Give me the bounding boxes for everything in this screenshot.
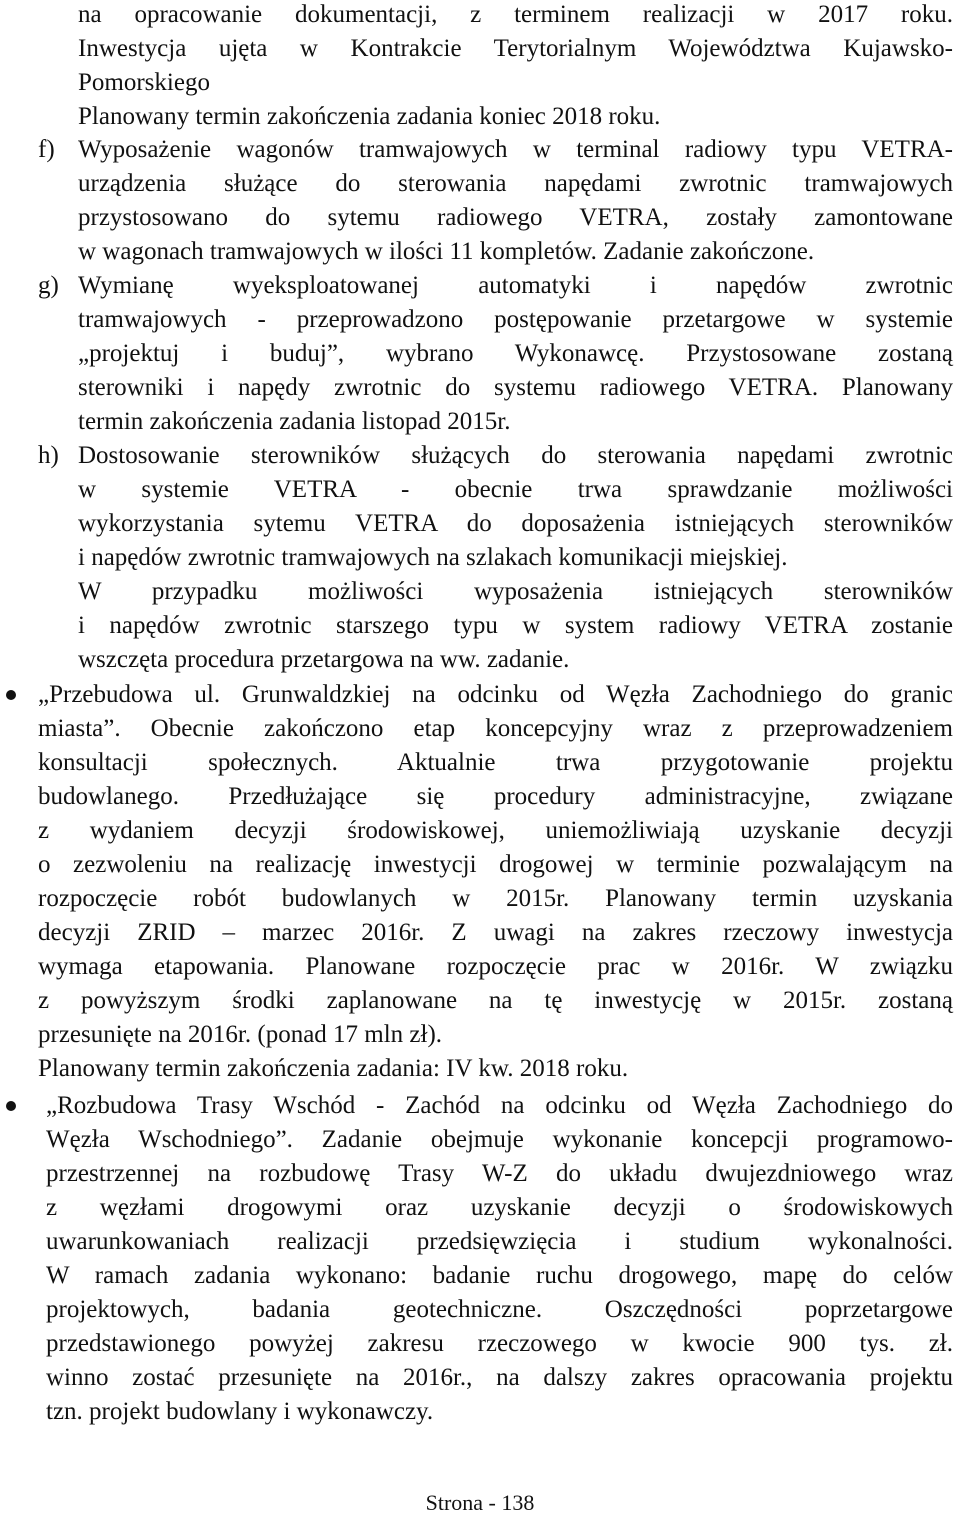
text-line: wykorzystania sytemu VETRA do doposażenia istniejących sterowników bbox=[78, 510, 953, 537]
text-line: Wyposażenie wagonów tramwajowych w terminal radiowy typu VETRA- bbox=[78, 136, 953, 163]
text-line: z wydaniem decyzji środowiskowej, uniemożliwiają uzyskanie decyzji bbox=[38, 817, 953, 844]
text-line: budowlanego. Przedłużające się procedury administracyjne, związane bbox=[38, 783, 953, 810]
text-line: „Rozbudowa Trasy Wschód - Zachód na odcinku od Węzła Zachodniego do bbox=[46, 1092, 953, 1119]
text-line: Węzła Wschodniego”. Zadanie obejmuje wykonanie koncepcji programowo- bbox=[46, 1126, 953, 1153]
text-line: przestrzennej na rozbudowę Trasy W-Z do układu dwujezdniowego wraz bbox=[46, 1160, 953, 1187]
list-marker: h) bbox=[38, 442, 59, 469]
text-line: winno zostać przesunięte na 2016r., na dalszy zakres opracowania projektu bbox=[46, 1364, 953, 1391]
text-line: „projektuj i buduj”, wybrano Wykonawcę. Przystosowane zostaną bbox=[78, 340, 953, 367]
page-number: Strona - 138 bbox=[425, 1490, 535, 1515]
text-line: Pomorskiego bbox=[78, 69, 210, 96]
list-marker: f) bbox=[38, 136, 55, 163]
text-line: Inwestycja ujęta w Kontrakcie Terytorialnym Województwa Kujawsko- bbox=[78, 35, 953, 62]
text-line: w wagonach tramwajowych w ilości 11 kompletów. Zadanie zakończone. bbox=[78, 238, 815, 265]
text-line: przystosowano do sytemu radiowego VETRA, zostały zamontowane bbox=[78, 204, 953, 231]
text-line: sterowniki i napędy zwrotnic do systemu radiowego VETRA. Planowany bbox=[78, 374, 953, 401]
text-line: tramwajowych - przeprowadzono postępowanie przetargowe w systemie bbox=[78, 306, 953, 333]
text-line: Planowany termin zakończenia zadania: IV kw. 2018 roku. bbox=[38, 1055, 629, 1082]
text-line: Wymianę wyeksploatowanej automatyki i napędów zwrotnic bbox=[78, 272, 953, 299]
text-line: termin zakończenia zadania listopad 2015r. bbox=[78, 408, 511, 435]
text-line: przedstawionego powyżej zakresu rzeczowego w kwocie 900 tys. zł. bbox=[46, 1330, 953, 1357]
text-line: W przypadku możliwości wyposażenia istniejących sterowników bbox=[78, 578, 953, 605]
text-line: i napędów zwrotnic tramwajowych na szlakach komunikacji miejskiej. bbox=[78, 544, 788, 571]
text-line: wymaga etapowania. Planowane rozpoczęcie prac w 2016r. W związku bbox=[38, 953, 953, 980]
text-line: tzn. projekt budowlany i wykonawczy. bbox=[46, 1398, 434, 1425]
text-line: rozpoczęcie robót budowlanych w 2015r. Planowany termin uzyskania bbox=[38, 885, 953, 912]
text-line: wszczęta procedura przetargowa na ww. zadanie. bbox=[78, 646, 570, 673]
text-line: z powyższym środki zaplanowane na tę inwestycję w 2015r. zostaną bbox=[38, 987, 953, 1014]
list-marker: g) bbox=[38, 272, 59, 299]
text-line: Planowany termin zakończenia zadania koniec 2018 roku. bbox=[78, 103, 661, 130]
text-line: projektowych, badania geotechniczne. Oszczędności poprzetargowe bbox=[46, 1296, 953, 1323]
text-line: z węzłami drogowymi oraz uzyskanie decyzji o środowiskowych bbox=[46, 1194, 953, 1221]
text-line: W ramach zadania wykonano: badanie ruchu drogowego, mapę do celów bbox=[46, 1262, 953, 1289]
text-line: i napędów zwrotnic starszego typu w system radiowy VETRA zostanie bbox=[78, 612, 953, 639]
text-line: na opracowanie dokumentacji, z terminem realizacji w 2017 roku. bbox=[78, 1, 953, 28]
text-line: urządzenia służące do sterowania napędami zwrotnic tramwajowych bbox=[78, 170, 953, 197]
text-line: w systemie VETRA - obecnie trwa sprawdzanie możliwości bbox=[78, 476, 953, 503]
text-line: o zezwoleniu na realizację inwestycji drogowej w terminie pozwalającym na bbox=[38, 851, 953, 878]
text-line: uwarunkowaniach realizacji przedsięwzięcia i studium wykonalności. bbox=[46, 1228, 953, 1255]
text-line: „Przebudowa ul. Grunwaldzkiej na odcinku od Węzła Zachodniego do granic bbox=[38, 681, 953, 708]
text-line: konsultacji społecznych. Aktualnie trwa przygotowanie projektu bbox=[38, 749, 953, 776]
text-line: Dostosowanie sterowników służących do sterowania napędami zwrotnic bbox=[78, 442, 953, 469]
bullet-icon bbox=[6, 1101, 16, 1111]
text-line: przesunięte na 2016r. (ponad 17 mln zł). bbox=[38, 1021, 443, 1048]
text-line: miasta”. Obecnie zakończono etap koncepcyjny wraz z przeprowadzeniem bbox=[38, 715, 953, 742]
text-line: decyzji ZRID – marzec 2016r. Z uwagi na zakres rzeczowy inwestycja bbox=[38, 919, 953, 946]
bullet-icon bbox=[6, 690, 16, 700]
